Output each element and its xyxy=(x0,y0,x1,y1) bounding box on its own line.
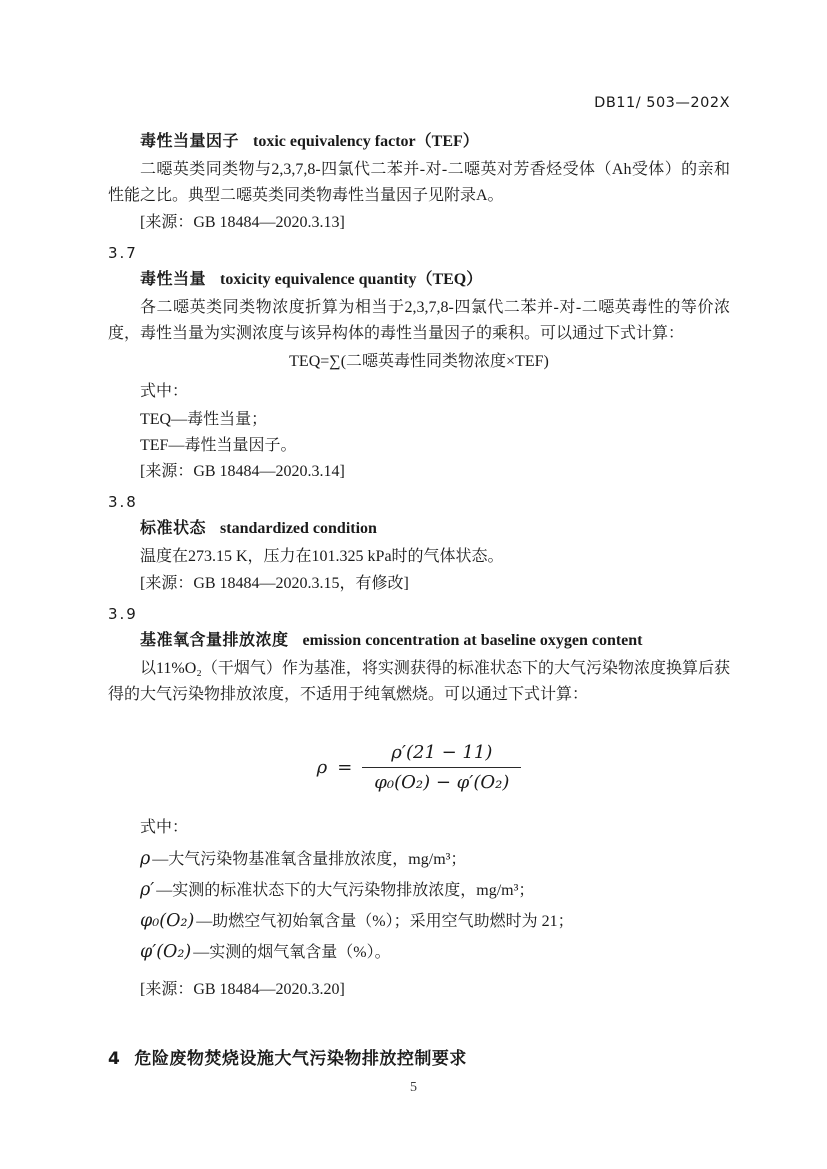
formula-fraction xyxy=(362,742,521,793)
section-number-3-7: 3.7 xyxy=(108,244,138,262)
term-body-baseline-oxygen: 以11%O₂（干烟气）作为基准，将实测获得的标准状态下的大气污染物浓度换算后获得的大气污染物排放浓度，不适用于纯氧燃烧。可以通过下式计算： xyxy=(108,660,730,703)
chapter-4-heading xyxy=(108,1048,730,1070)
source-note-teq: [来源：GB 18484—2020.3.14] xyxy=(140,463,345,480)
symbol-definition-rho: ρ —大气污染物基准氧含量排放浓度，mg/m³； xyxy=(108,844,730,875)
definition-tef: TEF—毒性当量因子。 xyxy=(140,437,297,454)
chapter-number: 4 xyxy=(108,1049,121,1069)
term-title-zh: 基准氧含量排放浓度 xyxy=(140,630,289,649)
symbol-phi0-o2: φ₀(O₂) xyxy=(140,911,195,931)
symbol-definition-rho-prime: ρ′ —实测的标准状态下的大气污染物排放浓度，mg/m³； xyxy=(108,875,730,906)
term-body-standard-state: 温度在273.15 K，压力在101.325 kPa时的气体状态。 xyxy=(140,548,504,565)
source-note-standard-state: [来源：GB 18484—2020.3.15，有修改] xyxy=(140,575,409,592)
term-body-teq: 各二噁英类同类物浓度折算为相当于2,3,7,8-四氯代二苯并-对-二噁英毒性的等价浓度，毒性当量为实测浓度与该异构体的毒性当量因子的乘积。可以通过下式计算： xyxy=(108,299,730,342)
term-title-en: emission concentration at baseline oxygen content xyxy=(302,632,643,649)
formula-lhs: ρ xyxy=(316,757,328,778)
symbol-rho: ρ xyxy=(140,849,151,869)
where-label-teq: 式中： xyxy=(140,383,189,400)
where-label-baseline-oxygen: 式中： xyxy=(140,819,189,836)
term-heading-standard-state xyxy=(108,517,730,539)
symbol-phi-prime-o2: φ′(O₂) xyxy=(140,942,192,962)
term-title-zh: 毒性当量 xyxy=(140,269,207,288)
chapter-title: 危险废物焚烧设施大气污染物排放控制要求 xyxy=(134,1049,467,1069)
symbol-definition-phi0: φ₀(O₂) —助燃空气初始氧含量（%）；采用空气助燃时为 21； xyxy=(108,906,730,937)
formula-equals-sign: = xyxy=(337,757,353,778)
term-body-tef: 二噁英类同类物与2,3,7,8-四氯代二苯并-对-二噁英对芳香烃受体（Ah受体）的亲和性能之比。典型二噁英类同类物毒性当量因子见附录A。 xyxy=(108,161,730,204)
symbol-definition-phi-prime: φ′(O₂) —实测的烟气氧含量（%）。 xyxy=(108,937,730,968)
term-title-zh: 标准状态 xyxy=(140,518,207,537)
fraction-numerator: ρ′(21 − 11) xyxy=(362,742,521,768)
symbol-rho-prime: ρ′ xyxy=(140,880,155,900)
term-heading-baseline-oxygen xyxy=(108,629,730,651)
source-note-baseline-oxygen: [来源：GB 18484—2020.3.20] xyxy=(140,981,345,998)
page-number: 5 xyxy=(410,1080,417,1095)
source-note-tef: [来源：GB 18484—2020.3.13] xyxy=(140,214,345,231)
term-title-en: standardized condition xyxy=(220,520,377,537)
term-heading-teq xyxy=(108,268,730,290)
term-heading-tef xyxy=(108,130,730,152)
term-title-en: toxic equivalency factor（TEF） xyxy=(253,133,479,150)
fraction-denominator: φ₀(O₂) − φ′(O₂) xyxy=(374,772,510,793)
teq-formula: TEQ=∑(二噁英毒性同类物浓度×TEF) xyxy=(289,353,549,370)
section-number-3-8: 3.8 xyxy=(108,493,138,511)
baseline-oxygen-formula xyxy=(108,742,730,793)
term-title-en: toxicity equivalence quantity（TEQ） xyxy=(220,271,483,288)
term-title-zh: 毒性当量因子 xyxy=(140,131,240,150)
definition-teq: TEQ—毒性当量； xyxy=(140,411,268,428)
document-code-header: DB11/ 503—202X xyxy=(594,95,730,111)
section-number-3-9: 3.9 xyxy=(108,605,138,623)
